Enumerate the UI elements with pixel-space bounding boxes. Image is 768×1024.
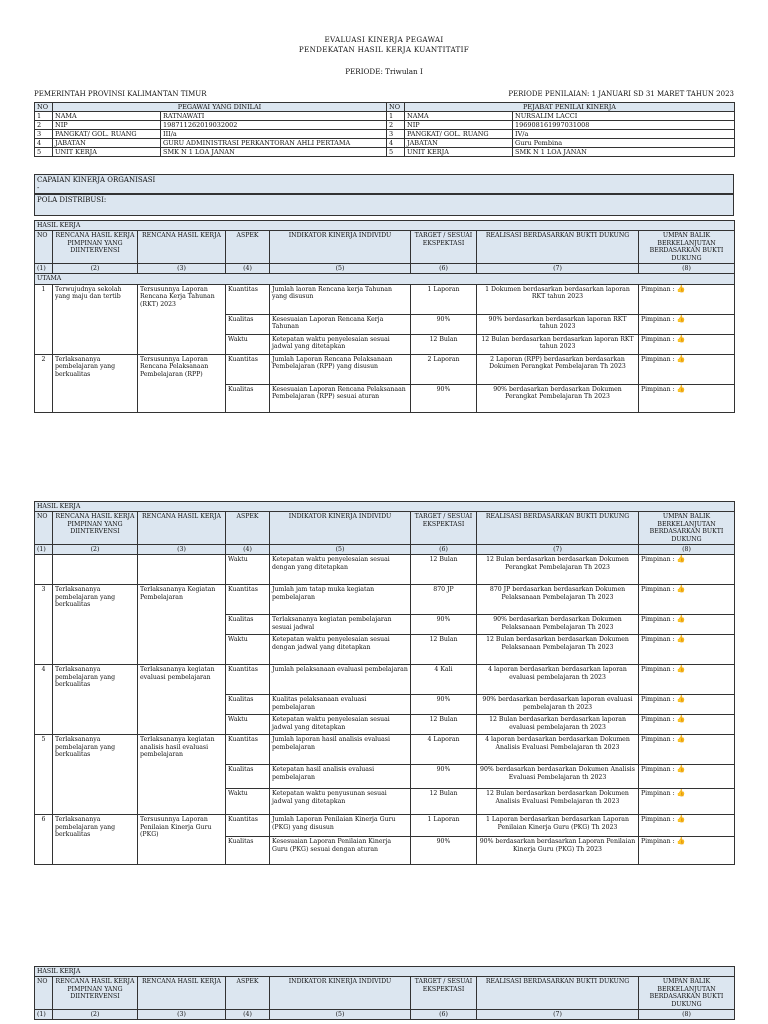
pimpinan-label: Pimpinan : bbox=[641, 838, 675, 846]
indikator: Kesesuaian Laporan Rencana Pelaksanaan Pembelajaran (RPP) sesuai aturan bbox=[270, 384, 411, 412]
column-header-row bbox=[35, 512, 735, 545]
aspek: Kuantitas bbox=[226, 735, 270, 765]
row-no: 5 bbox=[387, 148, 405, 157]
pimpinan-label: Pimpinan : bbox=[641, 636, 675, 644]
column-number: (3) bbox=[138, 545, 226, 555]
row-no: 6 bbox=[35, 815, 53, 865]
field-label: PANGKAT/ GOL. RUANG bbox=[53, 130, 161, 139]
realisasi: 90% berdasarkan berdasarkan Dokumen Analisis Evaluasi Pembelajaran th 2023 bbox=[477, 765, 639, 789]
hasil-kerja-label: HASIL KERJA bbox=[35, 502, 735, 512]
indikator: Kesesuaian Laporan Penilaian Kinerja Guru (PKG) sesuai dengan aturan bbox=[270, 837, 411, 865]
column-header: UMPAN BALIK BERKELANJUTAN BERDASARKAN BUKTI DUKUNG bbox=[639, 977, 735, 1010]
pimpinan-label: Pimpinan : bbox=[641, 666, 675, 674]
column-number: (3) bbox=[138, 264, 226, 274]
umpan-balik bbox=[639, 555, 735, 585]
field-value: III/a bbox=[161, 130, 387, 139]
indikator: Ketepatan waktu penyelesaian sesuai dengan yang ditetapkan bbox=[270, 555, 411, 585]
umpan-balik bbox=[639, 765, 735, 789]
indikator: Jumlah Laporan Rencana Pelaksanaan Pembelajaran (RPP) yang disusun bbox=[270, 354, 411, 384]
column-number: (7) bbox=[477, 545, 639, 555]
target: 90% bbox=[411, 615, 477, 635]
realisasi: 2 Laporan (RPP) berdasarkan berdasarkan Dokumen Perangkat Pembelajaran Th 2023 bbox=[477, 354, 639, 384]
umpan-balik bbox=[639, 384, 735, 412]
column-header: ASPEK bbox=[226, 231, 270, 264]
field-value: SMK N 1 LOA JANAN bbox=[161, 148, 387, 157]
column-number: (8) bbox=[639, 264, 735, 274]
field-value: GURU ADMINISTRASI PERKANTORAN AHLI PERTAMA bbox=[161, 139, 387, 148]
column-number: (8) bbox=[639, 1010, 735, 1020]
pegawai-row bbox=[35, 112, 735, 121]
periode-penilaian: PERIODE PENILAIAN: 1 JANUARI SD 31 MARET TAHUN 2023 bbox=[508, 90, 734, 98]
pimpinan-label: Pimpinan : bbox=[641, 355, 675, 363]
column-number: (1) bbox=[35, 545, 53, 555]
column-number-row bbox=[35, 1010, 735, 1020]
document-title bbox=[0, 36, 768, 55]
aspek: Kuantitas bbox=[226, 665, 270, 695]
field-label: JABATAN bbox=[405, 139, 513, 148]
realisasi: 90% berdasarkan berdasarkan laporan RKT tahun 2023 bbox=[477, 314, 639, 334]
aspek: Kuantitas bbox=[226, 585, 270, 615]
field-value: Guru Pembina bbox=[513, 139, 735, 148]
umpan-balik bbox=[639, 615, 735, 635]
realisasi: 1 Laporan berdasarkan berdasarkan Laporan Penilaian Kinerja Guru (PKG) Th 2023 bbox=[477, 815, 639, 837]
thumbs-up-icon: 👍 bbox=[676, 314, 686, 323]
target: 12 Bulan bbox=[411, 635, 477, 665]
target: 90% bbox=[411, 384, 477, 412]
umpan-balik bbox=[639, 789, 735, 815]
thumbs-up-icon: 👍 bbox=[676, 354, 686, 363]
realisasi: 12 Bulan berdasarkan berdasarkan Dokumen Analisis Evaluasi Pembelajaran th 2023 bbox=[477, 789, 639, 815]
hasil-kerja-band bbox=[35, 221, 735, 231]
thumbs-up-icon: 👍 bbox=[676, 384, 686, 393]
column-header: UMPAN BALIK BERKELANJUTAN BERDASARKAN BUKTI DUKUNG bbox=[639, 512, 735, 545]
indikator: Ketepatan waktu penyelesaian sesuai jadwal yang ditetapkan bbox=[270, 715, 411, 735]
field-label: NIP bbox=[53, 121, 161, 130]
column-number: (4) bbox=[226, 545, 270, 555]
indikator: Jumlah pelaksanaan evaluasi pembelajaran bbox=[270, 665, 411, 695]
column-number-row bbox=[35, 545, 735, 555]
indikator: Jumlah Laporan Penilaian Kinerja Guru (PKG) yang disusun bbox=[270, 815, 411, 837]
row-no: 3 bbox=[35, 130, 53, 139]
column-header: REALISASI BERDASARKAN BUKTI DUKUNG bbox=[477, 977, 639, 1010]
rhk-pimpinan: Terlaksananya pembelajaran yang berkualitas bbox=[53, 585, 138, 665]
umpan-balik bbox=[639, 334, 735, 354]
pimpinan-label: Pimpinan : bbox=[641, 736, 675, 744]
pimpinan-label: Pimpinan : bbox=[641, 285, 675, 293]
aspek: Kualitas bbox=[226, 615, 270, 635]
umpan-balik bbox=[639, 837, 735, 865]
column-header: RENCANA HASIL KERJA PIMPINAN YANG DIINTERVENSI bbox=[53, 231, 138, 264]
column-header: RENCANA HASIL KERJA bbox=[138, 977, 226, 1010]
column-header: INDIKATOR KINERJA INDIVIDU bbox=[270, 977, 411, 1010]
capaian-kinerja-box bbox=[34, 174, 734, 194]
row-no: 2 bbox=[35, 354, 53, 412]
column-header: UMPAN BALIK BERKELANJUTAN BERDASARKAN BUKTI DUKUNG bbox=[639, 231, 735, 264]
rhk-pimpinan: Terwujudnya sekolah yang maju dan tertib bbox=[53, 284, 138, 354]
row-no: 3 bbox=[35, 585, 53, 665]
realisasi: 12 Bulan berdasarkan berdasarkan laporan evaluasi pembelajaran th 2023 bbox=[477, 715, 639, 735]
column-header: NO bbox=[35, 512, 53, 545]
target: 90% bbox=[411, 765, 477, 789]
column-header: TARGET / SESUAI EKSPEKTASI bbox=[411, 512, 477, 545]
field-label: NAMA bbox=[405, 112, 513, 121]
aspek: Waktu bbox=[226, 789, 270, 815]
rhk-pimpinan bbox=[53, 555, 138, 585]
target: 12 Bulan bbox=[411, 789, 477, 815]
pimpinan-label: Pimpinan : bbox=[641, 315, 675, 323]
field-value: 196908161997031008 bbox=[513, 121, 735, 130]
hasil-kerja-table-3 bbox=[34, 966, 735, 1020]
aspek: Kualitas bbox=[226, 384, 270, 412]
column-header-row bbox=[35, 231, 735, 264]
realisasi: 90% berdasarkan berdasarkan laporan evaluasi pembelajaran th 2023 bbox=[477, 695, 639, 715]
rhk: Terlaksananya kegiatan analisis hasil evaluasi pembelajaran bbox=[138, 735, 226, 815]
target: 4 Laporan bbox=[411, 735, 477, 765]
realisasi: 90% berdasarkan berdasarkan Dokumen Pelaksanaan Pembelajaran Th 2023 bbox=[477, 615, 639, 635]
thumbs-up-icon: 👍 bbox=[676, 555, 686, 564]
umpan-balik bbox=[639, 635, 735, 665]
field-value: NURSALIM LACCI bbox=[513, 112, 735, 121]
field-label: UNIT KERJA bbox=[405, 148, 513, 157]
pimpinan-label: Pimpinan : bbox=[641, 556, 675, 564]
umpan-balik bbox=[639, 695, 735, 715]
indikator: Ketepatan waktu penyelesaian sesuai dengan jadwal yang ditetapkan bbox=[270, 635, 411, 665]
column-number: (5) bbox=[270, 264, 411, 274]
field-value: SMK N 1 LOA JANAN bbox=[513, 148, 735, 157]
umpan-balik bbox=[639, 284, 735, 314]
pegawai-table bbox=[34, 102, 735, 157]
pegawai-row bbox=[35, 139, 735, 148]
field-label: JABATAN bbox=[53, 139, 161, 148]
row-no: 4 bbox=[387, 139, 405, 148]
utama-label: UTAMA bbox=[35, 274, 735, 284]
thumbs-up-icon: 👍 bbox=[676, 789, 686, 798]
pimpinan-label: Pimpinan : bbox=[641, 816, 675, 824]
column-number: (6) bbox=[411, 264, 477, 274]
pimpinan-label: Pimpinan : bbox=[641, 385, 675, 393]
thumbs-up-icon: 👍 bbox=[676, 765, 686, 774]
column-header: ASPEK bbox=[226, 512, 270, 545]
aspek: Waktu bbox=[226, 715, 270, 735]
indikator: Ketepatan waktu penyelesaian sesuai jadwal yang ditetapkan bbox=[270, 334, 411, 354]
target: 12 Bulan bbox=[411, 334, 477, 354]
realisasi: 4 laporan berdasarkan berdasarkan Dokumen Analisis Evaluasi Pembelajaran th 2023 bbox=[477, 735, 639, 765]
column-header: RENCANA HASIL KERJA PIMPINAN YANG DIINTERVENSI bbox=[53, 977, 138, 1010]
column-number: (6) bbox=[411, 545, 477, 555]
target: 12 Bulan bbox=[411, 715, 477, 735]
pegawai-row bbox=[35, 121, 735, 130]
aspek: Waktu bbox=[226, 555, 270, 585]
column-header: RENCANA HASIL KERJA bbox=[138, 512, 226, 545]
target: 90% bbox=[411, 314, 477, 334]
thumbs-up-icon: 👍 bbox=[676, 837, 686, 846]
realisasi: 1 Dokumen berdasarkan berdasarkan laporan RKT tahun 2023 bbox=[477, 284, 639, 314]
field-label: PANGKAT/ GOL. RUANG bbox=[405, 130, 513, 139]
thumbs-up-icon: 👍 bbox=[676, 695, 686, 704]
capaian-value: - bbox=[37, 184, 40, 193]
rhk-pimpinan: Terlaksananya pembelajaran yang berkualitas bbox=[53, 665, 138, 735]
row-no: 4 bbox=[35, 665, 53, 735]
target: 870 JP bbox=[411, 585, 477, 615]
indikator: Ketepatan waktu penyusunan sesuai jadwal yang ditetapkan bbox=[270, 789, 411, 815]
column-number: (2) bbox=[53, 545, 138, 555]
row-no: 1 bbox=[387, 112, 405, 121]
row-no: 5 bbox=[35, 735, 53, 815]
field-value: 198711262019032002 bbox=[161, 121, 387, 130]
rhk bbox=[138, 555, 226, 585]
umpan-balik bbox=[639, 585, 735, 615]
column-header: ASPEK bbox=[226, 977, 270, 1010]
column-number: (5) bbox=[270, 1010, 411, 1020]
column-number: (1) bbox=[35, 264, 53, 274]
column-number-row bbox=[35, 264, 735, 274]
capaian-label: CAPAIAN KINERJA ORGANISASI bbox=[37, 176, 156, 184]
column-header: REALISASI BERDASARKAN BUKTI DUKUNG bbox=[477, 231, 639, 264]
aspek: Kualitas bbox=[226, 314, 270, 334]
pimpinan-label: Pimpinan : bbox=[641, 586, 675, 594]
table-row bbox=[35, 585, 735, 615]
table-row bbox=[35, 284, 735, 314]
row-no: 4 bbox=[35, 139, 53, 148]
column-number: (7) bbox=[477, 264, 639, 274]
rhk: Terlaksananya Kegiatan Pembelajaran bbox=[138, 585, 226, 665]
indikator: Jumlah jam tatap muka kegiatan pembelajaran bbox=[270, 585, 411, 615]
field-label: NAMA bbox=[53, 112, 161, 121]
pimpinan-label: Pimpinan : bbox=[641, 616, 675, 624]
thumbs-up-icon: 👍 bbox=[676, 334, 686, 343]
table-row bbox=[35, 665, 735, 695]
rhk: Terlaksananya kegiatan evaluasi pembelajaran bbox=[138, 665, 226, 735]
aspek: Kualitas bbox=[226, 695, 270, 715]
umpan-balik bbox=[639, 665, 735, 695]
hasil-kerja-band bbox=[35, 967, 735, 977]
aspek: Kualitas bbox=[226, 765, 270, 789]
aspek: Waktu bbox=[226, 334, 270, 354]
column-header: INDIKATOR KINERJA INDIVIDU bbox=[270, 512, 411, 545]
hasil-kerja-table-1 bbox=[34, 220, 735, 413]
indikator: Jumlah laporan hasil analisis evaluasi pembelajaran bbox=[270, 735, 411, 765]
indikator: Kualitas pelaksanaan evaluasi pembelajaran bbox=[270, 695, 411, 715]
utama-band bbox=[35, 274, 735, 284]
hasil-kerja-label: HASIL KERJA bbox=[35, 221, 735, 231]
col-no: NO bbox=[35, 103, 53, 112]
pimpinan-label: Pimpinan : bbox=[641, 335, 675, 343]
column-number: (4) bbox=[226, 1010, 270, 1020]
column-header-row bbox=[35, 977, 735, 1010]
pimpinan-label: Pimpinan : bbox=[641, 696, 675, 704]
row-no: 1 bbox=[35, 112, 53, 121]
realisasi: 4 laporan berdasarkan berdasarkan laporan evaluasi pembelajaran th 2023 bbox=[477, 665, 639, 695]
title-line-1: EVALUASI KINERJA PEGAWAI bbox=[324, 35, 444, 44]
column-header: NO bbox=[35, 977, 53, 1010]
field-value: RATNAWATI bbox=[161, 112, 387, 121]
umpan-balik bbox=[639, 815, 735, 837]
hasil-kerja-label: HASIL KERJA bbox=[35, 967, 735, 977]
pegawai-dinilai-header: PEGAWAI YANG DINILAI bbox=[53, 103, 387, 112]
pimpinan-label: Pimpinan : bbox=[641, 716, 675, 724]
column-number: (8) bbox=[639, 545, 735, 555]
column-header: NO bbox=[35, 231, 53, 264]
row-no: 2 bbox=[387, 121, 405, 130]
realisasi: 90% berdasarkan berdasarkan Dokumen Perangkat Pembelajaran Th 2023 bbox=[477, 384, 639, 412]
column-number: (4) bbox=[226, 264, 270, 274]
column-header: RENCANA HASIL KERJA PIMPINAN YANG DIINTERVENSI bbox=[53, 512, 138, 545]
umpan-balik bbox=[639, 715, 735, 735]
field-value: IV/a bbox=[513, 130, 735, 139]
target: 12 Bulan bbox=[411, 555, 477, 585]
indikator: Terlaksananya kegiatan pembelajaran sesuai jadwal bbox=[270, 615, 411, 635]
instansi-label: PEMERINTAH PROVINSI KALIMANTAN TIMUR bbox=[34, 90, 207, 98]
umpan-balik bbox=[639, 354, 735, 384]
table-row bbox=[35, 354, 735, 384]
aspek: Kuantitas bbox=[226, 284, 270, 314]
aspek: Kuantitas bbox=[226, 815, 270, 837]
row-no bbox=[35, 555, 53, 585]
rhk-pimpinan: Terlaksananya pembelajaran yang berkualitas bbox=[53, 354, 138, 412]
realisasi: 12 Bulan berdasarkan berdasarkan Dokumen Pelaksanaan Pembelajaran Th 2023 bbox=[477, 635, 639, 665]
pimpinan-label: Pimpinan : bbox=[641, 766, 675, 774]
aspek: Waktu bbox=[226, 635, 270, 665]
thumbs-up-icon: 👍 bbox=[676, 735, 686, 744]
column-number: (2) bbox=[53, 264, 138, 274]
field-label: NIP bbox=[405, 121, 513, 130]
title-line-2: PENDEKATAN HASIL KERJA KUANTITATIF bbox=[298, 44, 470, 54]
thumbs-up-icon: 👍 bbox=[676, 815, 686, 824]
realisasi: 90% berdasarkan berdasarkan Laporan Penilaian Kinerja Guru (PKG) Th 2023 bbox=[477, 837, 639, 865]
rhk: Tersusunnya Laporan Rencana Pelaksanaan Pembelajaran (RPP) bbox=[138, 354, 226, 412]
target: 90% bbox=[411, 695, 477, 715]
table-row bbox=[35, 555, 735, 585]
hasil-kerja-table-2 bbox=[34, 501, 735, 865]
rhk: Tersusunnya Laporan Penilaian Kinerja Guru (PKG) bbox=[138, 815, 226, 865]
pegawai-row bbox=[35, 148, 735, 157]
realisasi: 12 Bulan berdasarkan berdasarkan laporan RKT tahun 2023 bbox=[477, 334, 639, 354]
column-number: (3) bbox=[138, 1010, 226, 1020]
column-number: (5) bbox=[270, 545, 411, 555]
thumbs-up-icon: 👍 bbox=[676, 284, 686, 293]
indikator: Kesesuaian Laporan Rencana Kerja Tahunan bbox=[270, 314, 411, 334]
target: 1 Laporan bbox=[411, 284, 477, 314]
pola-label: POLA DISTRIBUSI: bbox=[37, 196, 107, 204]
column-header: RENCANA HASIL KERJA bbox=[138, 231, 226, 264]
row-no: 5 bbox=[35, 148, 53, 157]
rhk-pimpinan: Terlaksananya pembelajaran yang berkualitas bbox=[53, 815, 138, 865]
table-row bbox=[35, 735, 735, 765]
realisasi: 870 JP berdasarkan berdasarkan Dokumen Pelaksanaan Pembelajaran Th 2023 bbox=[477, 585, 639, 615]
row-no: 2 bbox=[35, 121, 53, 130]
hasil-kerja-band bbox=[35, 502, 735, 512]
pola-distribusi-box bbox=[34, 194, 734, 216]
rhk-pimpinan: Terlaksananya pembelajaran yang berkualitas bbox=[53, 735, 138, 815]
indikator: Jumlah laoran Rencana kerja Tahunan yang disusun bbox=[270, 284, 411, 314]
realisasi: 12 Bulan berdasarkan berdasarkan Dokumen Perangkat Pembelajaran Th 2023 bbox=[477, 555, 639, 585]
indikator: Ketepatan hasil analisis evaluasi pembelajaran bbox=[270, 765, 411, 789]
row-no: 1 bbox=[35, 284, 53, 354]
column-number: (7) bbox=[477, 1010, 639, 1020]
col-no: NO bbox=[387, 103, 405, 112]
aspek: Kuantitas bbox=[226, 354, 270, 384]
target: 2 Laporan bbox=[411, 354, 477, 384]
target: 1 Laporan bbox=[411, 815, 477, 837]
column-number: (6) bbox=[411, 1010, 477, 1020]
umpan-balik bbox=[639, 735, 735, 765]
aspek: Kualitas bbox=[226, 837, 270, 865]
column-header: REALISASI BERDASARKAN BUKTI DUKUNG bbox=[477, 512, 639, 545]
thumbs-up-icon: 👍 bbox=[676, 715, 686, 724]
thumbs-up-icon: 👍 bbox=[676, 615, 686, 624]
table-row bbox=[35, 815, 735, 837]
column-number: (2) bbox=[53, 1010, 138, 1020]
pejabat-penilai-header: PEJABAT PENILAI KINERJA bbox=[405, 103, 735, 112]
row-no: 3 bbox=[387, 130, 405, 139]
column-number: (1) bbox=[35, 1010, 53, 1020]
thumbs-up-icon: 👍 bbox=[676, 635, 686, 644]
umpan-balik bbox=[639, 314, 735, 334]
pegawai-row bbox=[35, 130, 735, 139]
column-header: TARGET / SESUAI EKSPEKTASI bbox=[411, 231, 477, 264]
pimpinan-label: Pimpinan : bbox=[641, 790, 675, 798]
thumbs-up-icon: 👍 bbox=[676, 665, 686, 674]
periode-label: PERIODE: Triwulan I bbox=[345, 67, 423, 76]
thumbs-up-icon: 👍 bbox=[676, 585, 686, 594]
field-label: UNIT KERJA bbox=[53, 148, 161, 157]
column-header: INDIKATOR KINERJA INDIVIDU bbox=[270, 231, 411, 264]
target: 90% bbox=[411, 837, 477, 865]
rhk: Tersusunnya Laporan Rencana Kerja Tahunan (RKT) 2023 bbox=[138, 284, 226, 354]
target: 4 Kali bbox=[411, 665, 477, 695]
column-header: TARGET / SESUAI EKSPEKTASI bbox=[411, 977, 477, 1010]
